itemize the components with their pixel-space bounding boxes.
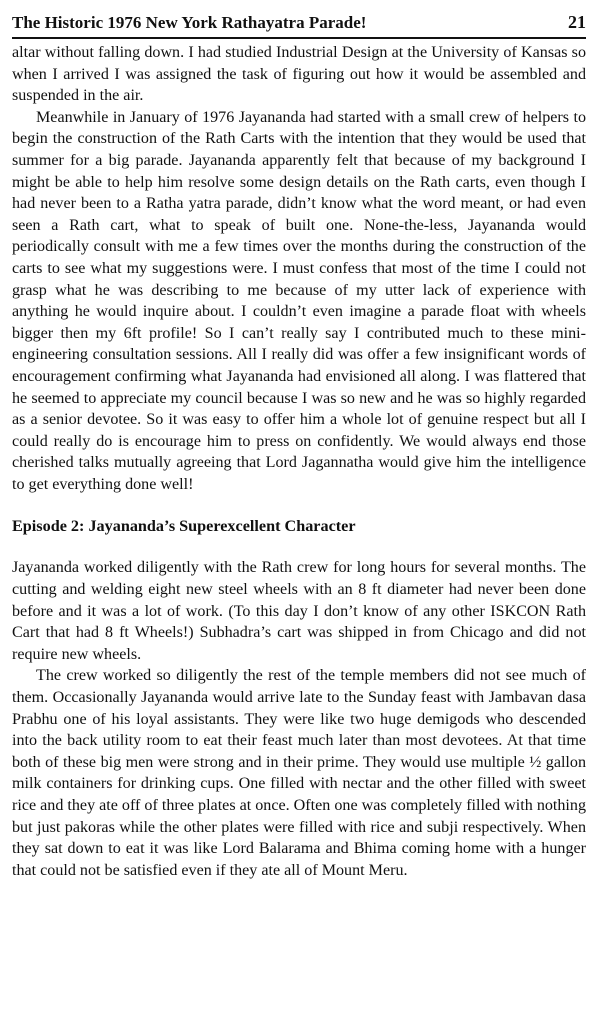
paragraph-continued: altar without falling down. I had studied Industrial Design at the University of Kansas so when I arrived I was assigned the task of figuring out how it would be assembled and suspended in the air. [12, 44, 586, 105]
paragraph-meanwhile: Meanwhile in January of 1976 Jayananda had started with a small crew of helpers to begin the construction of the Rath Carts with the intention that they would be used that summer for a big parade. Jayananda apparently felt that because of my background I might be able to help him resolve some design details on the Rath carts, even though I had never been to a Ratha yatra parade, didn’t know what the word meant, or had even seen a Rath cart, what to speak of built one. None-the-less, Jayananda would periodically consult with me a few times over the months during the construction of the carts to see what my suggestions were. I must confess that most of the time I could not grasp what he was describing to me because of my utter lack of experience with anything he would inquire about. I couldn’t even imagine a parade float with wheels bigger then my 6ft profile! So I can’t really say I contributed much to these mini-engineering consultation sessions. All I really did was offer a few insignificant words of encouragement confirming what Jayananda had envisioned all along. I was flattered that he seemed to appreciate my council because I was so new and he was so highly regarded as a senior devotee. So it was easy to offer him a whole lot of genuine respect but all I could really do is encourage him to press on confidently. We would always end those cherished talks mutually agreeing that Lord Jagannatha would give him the intelligence to get everything done well! [12, 108, 586, 493]
body-text [12, 42, 586, 881]
page-number: 21 [568, 12, 586, 32]
paragraph-rath-crew: Jayananda worked diligently with the Rath crew for long hours for several months. The cutting and welding eight new steel wheels with an 8 ft diameter had never been done before and it was a lot of work. (To this day I don’t know of any other ISKCON Rath Cart that had 8 ft Wheels!) Subhadra’s cart was shipped in from Chicago and did not require new wheels. [12, 559, 586, 663]
running-title: The Historic 1976 New York Rathayatra Parade! [12, 13, 367, 32]
episode-heading: Episode 2: Jayananda’s Superexcellent Character [12, 517, 356, 536]
running-header [12, 0, 586, 39]
paragraph-crew-worked: The crew worked so diligently the rest of the temple members did not see much of them. Occasionally Jayananda would arrive late to the Sunday feast with Jambavan dasa Prabhu one of his loyal assistants. They were like two huge demigods who descended into the back utility room to eat their feast much later than most devotees. At that time both of these big men were strong and in their prime. They would use multiple ½ gallon milk containers for drinking cups. One filled with nectar and the other filled with sweet rice and they ate off of three plates at once. Often one was completely filled with nothing but just pakoras while the other plates were filled with rice and subji respectively. When they sat down to eat it was like Lord Balarama and Bhima coming home with a hunger that could not be satisfied even if they ate all of Mount Meru. [12, 667, 586, 879]
